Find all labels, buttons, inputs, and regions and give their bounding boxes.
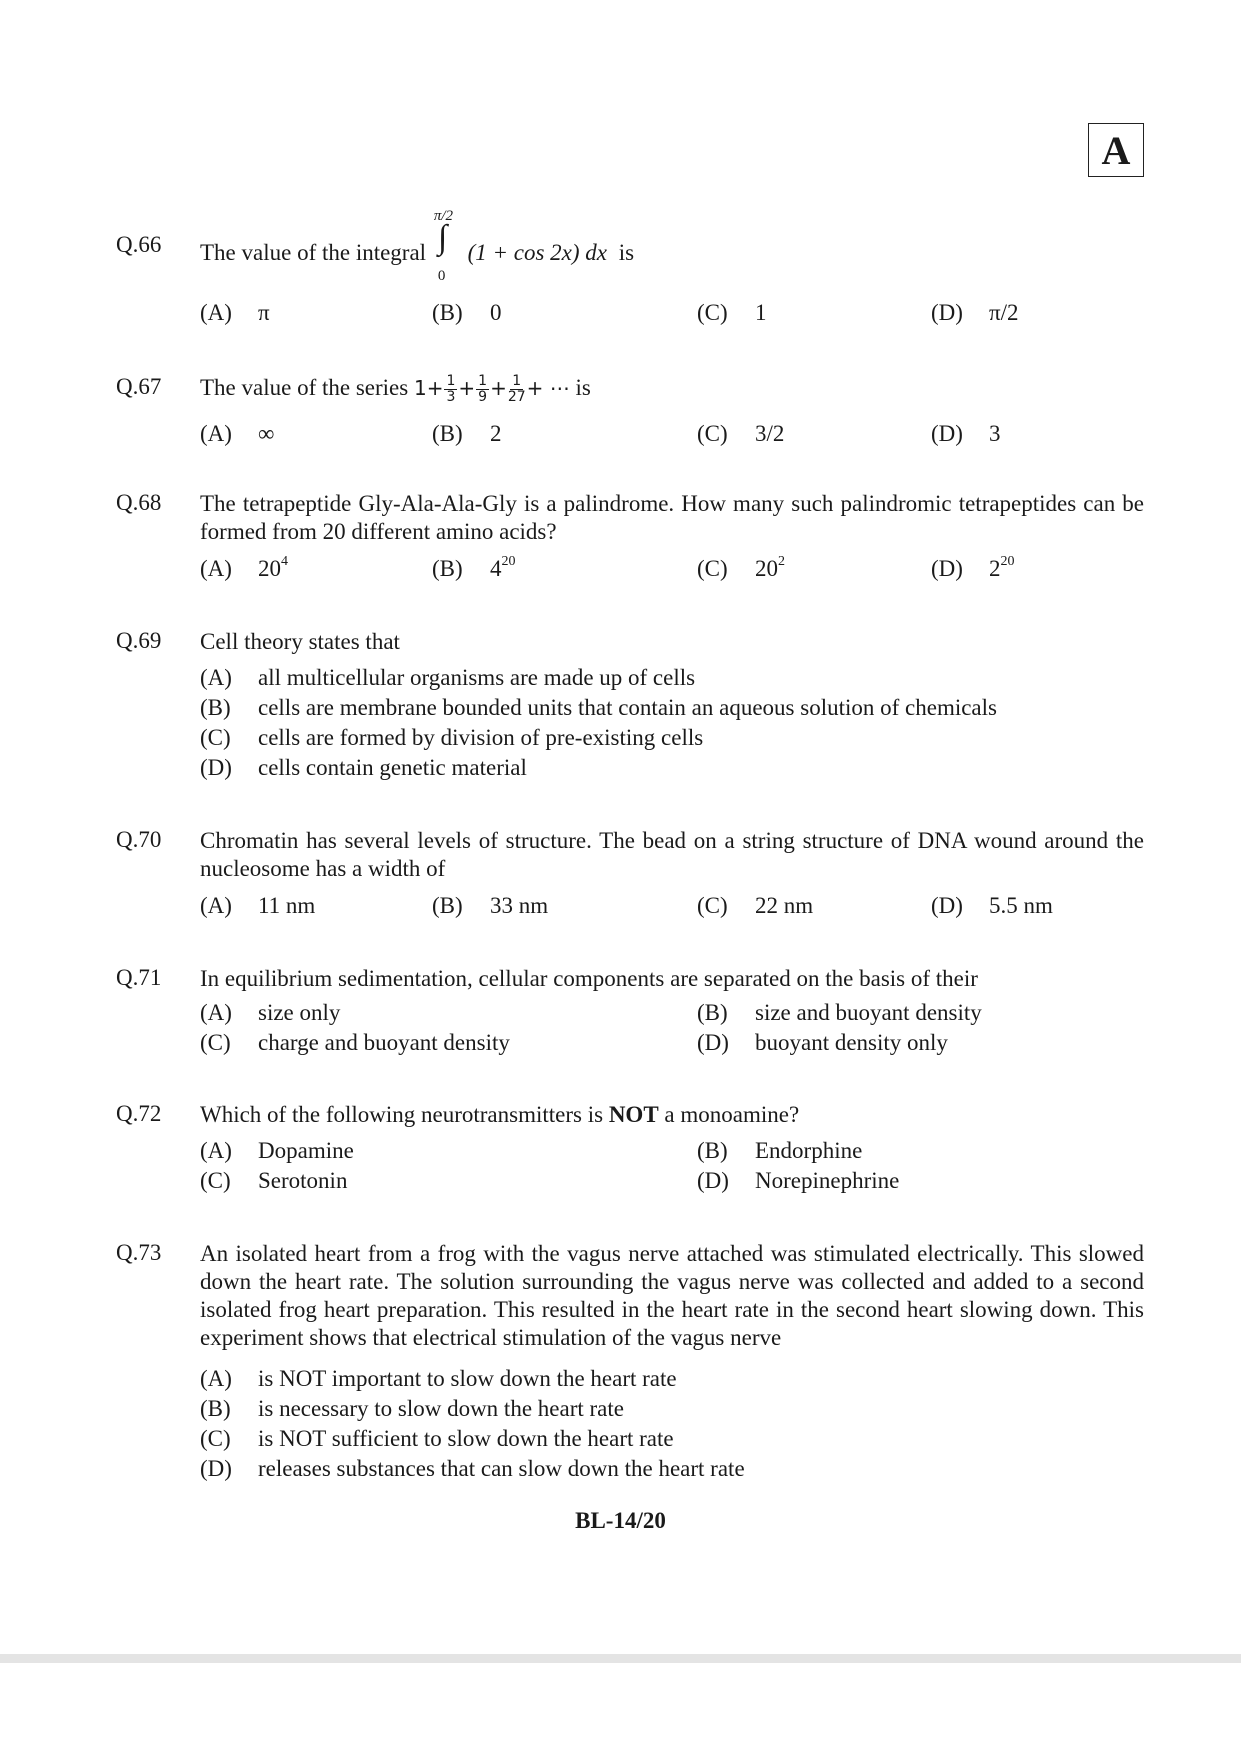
page-footer: BL-14/20 xyxy=(575,1508,666,1533)
option-b[interactable]: (B) 0 xyxy=(432,300,502,325)
option-a[interactable]: (A) is NOT important to slow down the heart rate xyxy=(200,1366,677,1391)
option-d[interactable]: (D) 5.5 nm xyxy=(931,893,1053,918)
question-stem: Chromatin has several levels of structure. The bead on a string structure of DNA wound around the nucleosome has a width of xyxy=(200,828,1144,881)
fraction-term: $\frac{1}{9}$ xyxy=(478,373,488,406)
question-number: Q.69 xyxy=(116,628,162,653)
option-c[interactable]: (C) is NOT sufficient to slow down the heart rate xyxy=(200,1426,674,1451)
option-d[interactable]: (D) cells contain genetic material xyxy=(200,755,527,780)
option-d[interactable]: (D) 3 xyxy=(931,421,1001,446)
option-a[interactable]: (A) $20^4$ xyxy=(200,554,288,581)
fraction-term: $\frac{1}{3}$ xyxy=(446,373,456,406)
option-d[interactable]: (D) buoyant density only xyxy=(697,1030,948,1055)
option-d[interactable]: (D) Norepinephrine xyxy=(697,1168,900,1193)
option-d[interactable]: (D) $2^{20}$ xyxy=(931,554,1015,581)
option-c[interactable]: (C) $20^2$ xyxy=(697,554,785,581)
option-d[interactable]: (D) releases substances that can slow down the heart rate xyxy=(200,1456,745,1481)
option-b[interactable]: (B) Endorphine xyxy=(697,1138,863,1163)
stem-suffix: is xyxy=(575,375,591,400)
set-label: A xyxy=(1101,127,1131,173)
option-c[interactable]: (C) 1 xyxy=(697,300,767,325)
fraction-term: $\frac{1}{27}$ xyxy=(507,373,526,406)
option-b[interactable]: (B) $4^{20}$ xyxy=(432,554,516,581)
series-tail: + ⋯ xyxy=(526,376,570,400)
option-b[interactable]: (B) cells are membrane bounded units that contain an aqueous solution of chemicals xyxy=(200,695,997,720)
question-stem: In equilibrium sedimentation, cellular components are separated on the basis of their xyxy=(200,966,978,991)
option-a[interactable]: (A) Dopamine xyxy=(200,1138,354,1163)
series-first-term: 1 xyxy=(413,376,427,400)
option-c[interactable]: (C) Serotonin xyxy=(200,1168,348,1193)
integral-lower-limit: 0 xyxy=(437,268,446,284)
set-label-box xyxy=(1088,123,1144,177)
question-number: Q.73 xyxy=(116,1240,162,1265)
question-number: Q.66 xyxy=(116,232,162,257)
question-stem: Which of the following neurotransmitters is NOT a monoamine? xyxy=(200,1102,800,1127)
integral-upper-limit: π/2 xyxy=(433,208,454,224)
option-a[interactable]: (A) ∞ xyxy=(200,421,275,446)
question-stem: An isolated heart from a frog with the vagus nerve attached was stimulated electrically. This slowed down the heart rate. The solution surrounding the vagus nerve was collected and added to a second isolated frog heart preparation. This resulted in the heart rate in the second heart slowing down. This experiment shows that electrical stimulation of the vagus nerve xyxy=(200,1241,1144,1350)
integrand: (1 + cos 2x) dx xyxy=(467,240,607,265)
option-a[interactable]: (A) π xyxy=(200,300,270,325)
emphasis-not: NOT xyxy=(608,1102,659,1127)
option-a[interactable]: (A) size only xyxy=(200,1000,341,1025)
stem-prefix: The value of the integral xyxy=(200,240,427,265)
question-stem: The value of the series 1+ $\frac{1}{3}$ + $\frac{1}{9}$ + $\frac{1}{27}$ + ⋯ is xyxy=(200,373,591,406)
question-number: Q.70 xyxy=(116,827,162,852)
question-number: Q.71 xyxy=(116,965,162,990)
question-stem: Cell theory states that xyxy=(200,629,400,654)
scan-edge-divider xyxy=(0,1654,1241,1663)
option-d[interactable]: (D) π/2 xyxy=(931,300,1019,325)
option-c[interactable]: (C) 3/2 xyxy=(697,421,785,446)
stem-suffix: is xyxy=(618,240,635,265)
integral-symbol-icon: ∫ xyxy=(437,219,448,256)
question-number: Q.67 xyxy=(116,374,162,399)
option-c[interactable]: (C) 22 nm xyxy=(697,893,814,918)
question-number: Q.68 xyxy=(116,490,162,515)
option-a[interactable]: (A) all multicellular organisms are made up of cells xyxy=(200,665,696,690)
option-b[interactable]: (B) 33 nm xyxy=(432,893,549,918)
question-stem: The tetrapeptide Gly-Ala-Ala-Gly is a palindrome. How many such palindromic tetrapeptides can be formed from 20 different amino acids? xyxy=(200,491,1144,544)
question-number: Q.72 xyxy=(116,1101,162,1126)
option-c[interactable]: (C) cells are formed by division of pre-existing cells xyxy=(200,725,704,750)
option-b[interactable]: (B) 2 xyxy=(432,421,502,446)
integral-sign xyxy=(432,208,462,284)
option-c[interactable]: (C) charge and buoyant density xyxy=(200,1030,510,1055)
option-a[interactable]: (A) 11 nm xyxy=(200,893,316,918)
option-b[interactable]: (B) is necessary to slow down the heart rate xyxy=(200,1396,624,1421)
stem-prefix: The value of the series xyxy=(200,375,409,400)
option-b[interactable]: (B) size and buoyant density xyxy=(697,1000,982,1025)
question-stem xyxy=(200,208,1144,284)
